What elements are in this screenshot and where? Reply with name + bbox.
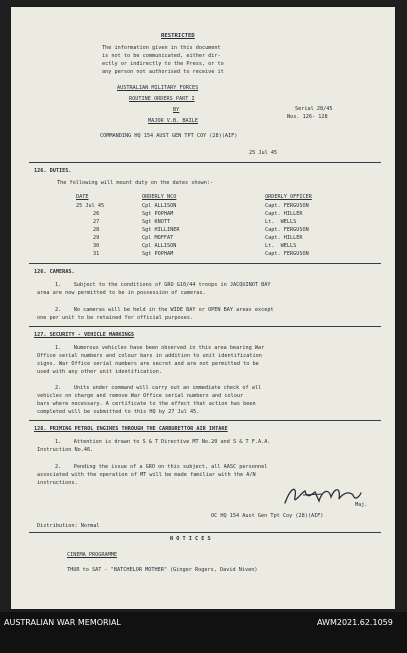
table-cell: Sgt HILLINER [142,227,180,233]
footer-credit: AUSTRALIAN WAR MEMORIAL [4,618,121,627]
paragraph-line: 2. No cameras will be held in the WIDE BAY or OPEN BAY areas except [55,307,274,313]
command-line: COMMANDING HQ 154 AUST GEN TPT COY (28)(AIF) [100,133,238,139]
table-cell: 27 [93,219,100,225]
signatory-rank: Maj. [355,502,368,508]
caveat-line: any person not authorised to receive it [102,69,224,75]
issuer-name: MAJOR V.B. BAILE [148,118,198,124]
footer-accession: AWM2021.62.1059 [317,618,393,627]
paragraph-line: signs. War Office serial numbers are secret and are not permitted to be [37,361,259,367]
footer-bar [0,612,407,653]
paragraph-line: used with any other unit identification. [37,369,162,375]
notice-line: THUR to SAT - "BATCHELOR MOTHER" (Ginger Rogers, David Niven) [67,567,258,573]
table-cell: Capt. HILLER [265,235,303,241]
table-cell: Lt. WELLS [265,243,297,249]
section-heading: 127. SECURITY - VEHICLE MARKINGS [34,332,134,338]
section-intro: The following will mount duty on the dates shown:- [57,180,214,186]
paragraph-line: Office serial numbers and colour bars in addition to unit identification [37,353,262,359]
classification-heading: RESTRICTED [161,33,195,39]
divider [29,532,381,533]
table-cell: Sgt KNOTT [142,219,171,225]
table-cell: Capt. FERGUSON [265,203,309,209]
table-cell: Capt. HILLER [265,211,303,217]
paragraph-line: instructions. [37,480,78,486]
paragraph-line: 1. Subject to the conditions of GRO G10/44 troops in JACQUINOT BAY [55,282,271,288]
document-page [11,7,395,609]
divider [29,162,381,163]
table-cell: Cpl MOFFAT [142,235,174,241]
table-cell: Sgt POPHAM [142,251,174,257]
table-cell: 30 [93,243,100,249]
paragraph-line: bars where necessary. A certificate to the effect that action has been [37,401,256,407]
table-cell: Cpl ALLISON [142,243,177,249]
order-numbers: Nos. 126- 128 [287,114,328,120]
notice-subheading: CINEMA PROGRAMME [67,552,117,558]
paragraph-line: associated with the operation of MT will be made familiar with the A/N [37,472,256,478]
signature-icon [283,483,363,509]
caveat-line: ectly or indirectly to the Press, or to [102,61,224,67]
paragraph-line: one per unit to be retained for official purposes. [37,315,194,321]
paragraph-line: vehicles on charge and remove War Office serial numbers and colour [37,393,244,399]
notices-heading: N O T I C E S [170,536,211,542]
org-name: AUSTRALIAN MILITARY FORCES [117,85,199,91]
orders-title: ROUTINE ORDERS PART I [129,96,195,102]
paragraph-line: 1. Attention is drawn to S & T Directive MT No.20 and S & T F.A.A. [55,439,271,445]
issue-date: 25 Jul 45 [249,150,278,156]
table-cell: 26 [93,211,100,217]
table-cell: Sgt POPHAM [142,211,174,217]
paragraph-line: Instruction No.46. [37,447,94,453]
divider [29,420,381,421]
column-header: ORDERLY OFFICER [265,194,312,200]
paragraph-line: 2. Units under command will carry out an immediate check of all [55,385,262,391]
table-cell: 31 [93,251,100,257]
paragraph-line: 1. Numerous vehicles have been observed in this area bearing War [55,345,265,351]
divider [29,326,381,327]
table-cell: Lt. WELLS [265,219,297,225]
section-heading: 126. DUTIES. [34,168,72,174]
column-header: DATE [76,194,89,200]
divider [29,263,381,264]
table-cell: Cpl ALLISON [142,203,177,209]
paragraph-line: 2. Pending the issue of a GRO on this subject, all AASC personnel [55,464,268,470]
paragraph-line: completed will be submitted to this HQ by 27 Jul 45. [37,409,200,415]
distribution-line: Distribution: Normal [37,523,100,529]
section-heading: 126. CAMERAS. [34,269,75,275]
orders-by: BY [173,107,180,113]
table-cell: Capt. FERGUSON [265,227,309,233]
serial-number: Serial 28/45 [295,106,333,112]
table-cell: Capt. FERGUSON [265,251,309,257]
column-header: ORDERLY NCO [142,194,177,200]
caveat-line: The information given in this document [102,45,221,51]
table-cell: 29 [93,235,100,241]
signature-block: OC HQ 154 Aust Gen Tpt Coy (28)(AIF) [211,513,324,519]
caveat-line: is not to be communicated, either dir- [102,53,221,59]
table-cell: 25 Jul 45 [76,203,105,209]
paragraph-line: area are now permitted to be in possession of cameras. [37,290,206,296]
table-cell: 28 [93,227,100,233]
section-heading: 128. PRIMING PETROL ENGINES THROUGH THE CARBURETTOR AIR INTAKE [34,426,228,432]
